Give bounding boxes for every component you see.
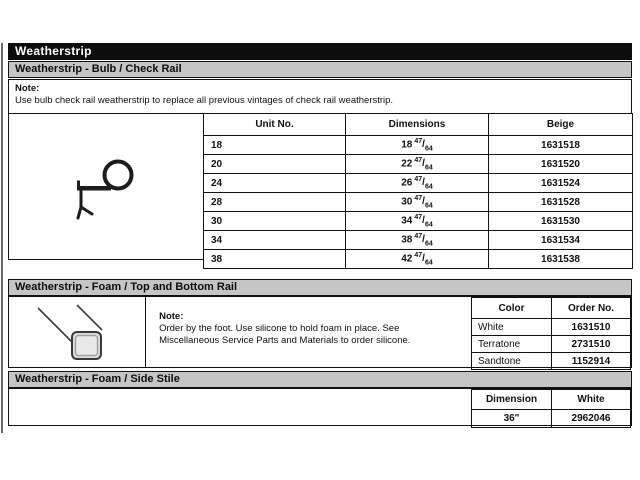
dimension-cell: 42 $^{47}$/ $_{64}$: [346, 250, 489, 269]
color-name-cell: Terratone: [472, 336, 552, 353]
unit-no-cell: 38: [204, 250, 346, 269]
dimension-cell: 38 $^{47}$/ $_{64}$: [346, 231, 489, 250]
beige-order-no-cell: 1631518: [489, 136, 633, 155]
bulb-weatherstrip-profile-drawing: [9, 114, 204, 259]
dimension-cell: 34 $^{47}$/ $_{64}$: [346, 212, 489, 231]
bulb-section-body: [8, 113, 632, 267]
bulb-drawing-cell: [8, 113, 203, 260]
page-title: Weatherstrip: [8, 43, 632, 60]
col-header-color: Color: [472, 298, 552, 319]
color-name-cell: White: [472, 319, 552, 336]
beige-order-no-cell: 1631520: [489, 155, 633, 174]
bulb-note-text: Use bulb check rail weatherstrip to replace all previous vintages of check rail weatherstrip.: [15, 95, 394, 106]
note-label: Note:: [159, 311, 184, 322]
foam-table-header-row: [472, 298, 631, 319]
dimension-cell: 26 $^{47}$/ $_{64}$: [346, 174, 489, 193]
foam-side-section-body: [8, 388, 632, 426]
col-header-dimensions: Dimensions: [346, 114, 489, 136]
unit-no-cell: 34: [204, 231, 346, 250]
section-header-foam-side-stile: Weatherstrip - Foam / Side Stile: [8, 371, 632, 388]
color-name-cell: Sandtone: [472, 353, 552, 370]
beige-order-no-cell: 1631524: [489, 174, 633, 193]
foam-drawing-cell: [9, 297, 145, 367]
unit-no-cell: 28: [204, 193, 346, 212]
foam-color-row: [472, 336, 631, 353]
unit-no-cell: 30: [204, 212, 346, 231]
bulb-table-row: [204, 193, 633, 212]
unit-no-cell: 24: [204, 174, 346, 193]
dimension-value-cell: 36": [472, 410, 552, 428]
bulb-table-row: [204, 155, 633, 174]
side-stile-row: [472, 410, 631, 428]
bulb-table-row: [204, 231, 633, 250]
side-stile-table: [471, 389, 631, 428]
foam-note-text: Order by the foot. Use silicone to hold foam in place. See Miscellaneous Service Parts and Materials to order silicone.: [159, 323, 411, 346]
order-no-cell: 2731510: [552, 336, 631, 353]
beige-order-no-cell: 1631534: [489, 231, 633, 250]
foam-note-cell: [145, 297, 471, 367]
page-left-edge-line: [1, 43, 3, 433]
bulb-table-header-row: [204, 114, 633, 136]
order-no-cell: 1631510: [552, 319, 631, 336]
beige-order-no-cell: 1631528: [489, 193, 633, 212]
foam-color-row: [472, 353, 631, 370]
side-stile-header-row: [472, 390, 631, 410]
col-header-dimension: Dimension: [472, 390, 552, 410]
bulb-note-box: [8, 79, 632, 114]
unit-no-cell: 18: [204, 136, 346, 155]
bulb-parts-table: [203, 113, 633, 269]
beige-order-no-cell: 1631538: [489, 250, 633, 269]
dimension-cell: 22 $^{47}$/ $_{64}$: [346, 155, 489, 174]
section-header-bulb-check-rail: Weatherstrip - Bulb / Check Rail: [8, 61, 632, 78]
bulb-table-row: [204, 174, 633, 193]
beige-order-no-cell: 1631530: [489, 212, 633, 231]
order-no-cell: 1152914: [552, 353, 631, 370]
dimension-cell: 18 $^{47}$/ $_{64}$: [346, 136, 489, 155]
col-header-white: White: [552, 390, 631, 410]
section-header-foam-top-bottom-rail: Weatherstrip - Foam / Top and Bottom Rail: [8, 279, 632, 296]
foam-color-row: [472, 319, 631, 336]
foam-color-table: [471, 297, 631, 370]
dimension-cell: 30 $^{47}$/ $_{64}$: [346, 193, 489, 212]
bulb-table-row: [204, 136, 633, 155]
foam-block-drawing: [9, 297, 144, 367]
unit-no-cell: 20: [204, 155, 346, 174]
foam-top-section-body: [8, 296, 632, 368]
bulb-table-row: [204, 212, 633, 231]
col-header-order-no: Order No.: [552, 298, 631, 319]
bulb-table-row: [204, 250, 633, 269]
white-order-no-cell: 2962046: [552, 410, 631, 428]
note-label: Note:: [15, 83, 40, 94]
col-header-beige: Beige: [489, 114, 633, 136]
col-header-unit-no: Unit No.: [204, 114, 346, 136]
